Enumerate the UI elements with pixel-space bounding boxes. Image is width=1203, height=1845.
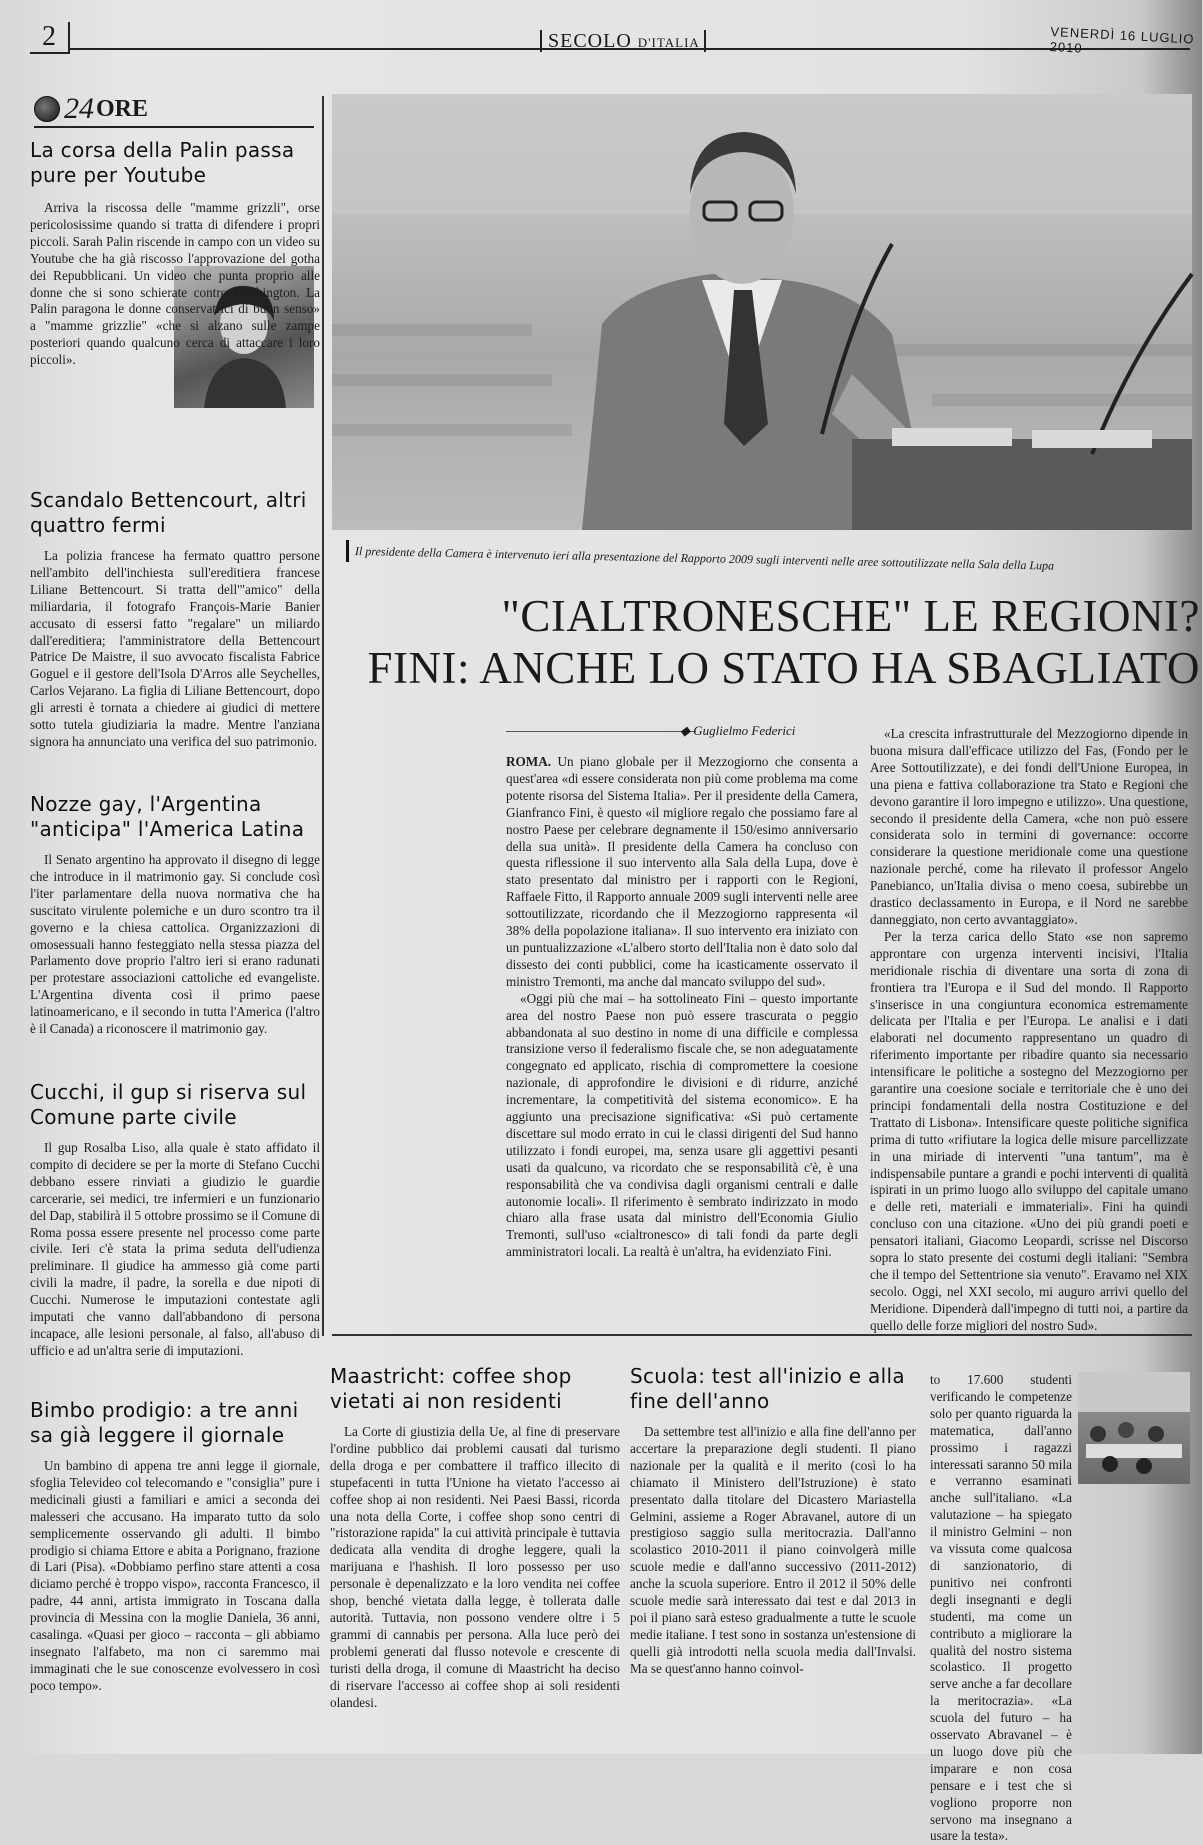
column-rule: [322, 96, 324, 1336]
masthead-small: D'ITALIA: [637, 35, 700, 50]
article-headline: Bimbo prodigio: a tre anni sa già leggere il giornale: [30, 1398, 299, 1447]
logo-number: 24: [64, 92, 94, 125]
globe-icon: [34, 96, 60, 122]
article-body-continued: [930, 1372, 1072, 1844]
article-headline: Cucchi, il gup si riserva sul Comune parte civile: [30, 1080, 307, 1129]
article-text: to 17.600 studenti verificando le competenze solo per quanto riguarda la matematica, dall'anno prossimo i ragazzi interessati saranno 50 mila e verranno esaminati anche sull'italiano. «La valutazione – ha spiegato il ministro Gelmini – non va vissuta come qualcosa di sanzionatorio, di punitivo nei confronti degli insegnanti e degli studenti, ma come un contributo a migliorare la qualità del nostro sistema scolastico. Il progetto serve anche a far decollare la meritocrazia». «La scuola del futuro – ha osservato Abravanel – è un luogo dove più che imparare e non cosa pensare e i test che si vogliono proporre non servono ma insegnano a usare la testa».: [930, 1372, 1072, 1844]
main-headline: [330, 590, 1200, 694]
speaker-illustration: [332, 94, 1192, 530]
classroom-illustration: [1078, 1372, 1190, 1484]
article-headline: Maastricht: coffee shop vietati ai non residenti: [330, 1364, 572, 1413]
main-photo: [332, 94, 1192, 530]
article-body: [30, 200, 320, 465]
article-headline: Scuola: test all'inizio e alla fine dell'anno: [630, 1364, 905, 1413]
page-number: 2: [30, 22, 70, 54]
logo-rule: [34, 126, 314, 128]
article-text: Un piano globale per il Mezzogiorno che consenta a quest'area «di essere considerata non più come problema ma come potente risorsa del Sistema Italia». Per il presidente della Camera, Gianfranco Fini, è questo «il migliore regalo che possiamo fare al nostro Paese per celebrare degnamente il 150/esimo anniversario della sua unità». Il presidente della Camera ha concluso con questa riflessione il suo intervento alla Sala della Lupa, dove è stato presentato dal ministro per i rapporti con le Regioni, Raffaele Fitto, il Rapporto annuale 2009 sugli interventi nelle aree sottoutilizzate, ricordando che il Mezzogiorno rappresenta «il 38% della popolazione italiana». Il suo intervento era iniziato con un puntualizzazione «L'albero storto dell'Italia non è dato solo dal dissesto dei conti pubblici, come ha icasticamente osservato il ministro Tremonti, ma anche dal mancato sviluppo del sud».: [506, 754, 858, 989]
article-body: [630, 1424, 916, 1729]
caption-bar: [346, 540, 349, 562]
article-paragraph: «La crescita infrastrutturale del Mezzogiorno dipende in buona misura dall'efficace utilizzo del Fas, (Fondo per le Aree Sottoutilizzate), e dei fondi dell'Unione Europea, in una piena e fattiva collaborazione tra Stato e Regioni che devono garantire il loro impegno e utilizzo». Una questione, secondo il presidente della Camera, «che non può essere considerata solo in termini di governance: occorre considerare la questione meridionale come una questione nazionale perché, come ha rilevato il professor Angelo Panebianco, un'Italia divisa o meno coesa, subirebbe un drastico declassamento in Europa, e il Nord ne sarebbe danneggiato, non certo avvantaggiato».: [870, 726, 1188, 927]
article-headline: Scandalo Bettencourt, altri quattro fermi: [30, 488, 307, 537]
section-logo: [34, 92, 194, 126]
article-body: [30, 1458, 320, 1728]
classroom-photo: [1078, 1372, 1190, 1484]
article-body: [30, 1140, 320, 1378]
article-body: [330, 1424, 620, 1729]
issue-date: VENERDÌ 16 LUGLIO 2010: [1049, 24, 1195, 56]
article-text: Un bambino di appena tre anni legge il giornale, sfoglia Televideo col telecomando e "consiglia" pure i medicinali giusti a familiari e amici a seconda dei malesseri che accusano. Ha imparato tutto da solo semplicemente osservando gli adulti. Il bimbo prodigio si chiama Ettore e abita a Porignano, frazione di Lari (Pisa). «Dobbiamo perfino stare attenti a cosa diciamo perché è troppo vispo», racconta Francesco, il padre, 44 anni, artista immigrato in Toscana dalla provincia di Messina con la moglie Daniela, 36 anni, casalinga. «Quasi per gioco – racconta – gli abbiamo insegnato l'alfabeto, ma non ci saremmo mai immaginati che le sue conoscenze evolvessero in così poco tempo».: [30, 1458, 320, 1693]
article-text: Il gup Rosalba Liso, alla quale è stato affidato il compito di decidere se per la morte di Stefano Cucchi debbano essere rinviati a giudizio le guardie carcerarie, sei medici, tre infermieri e un funzionario del Dap, stabilirà il 5 ottobre prossimo se il Comune di Roma possa essere presente nel processo come parte civile. Ieri c'è stata la prima seduta dell'udienza preliminare. Il giudice ha ammesso già come parti civili la madre, il padre, la sorella e due nipoti di Cucchi. Numerose le imputazioni contestate agli imputati che vanno dall'abbandono di persona incapace, alle lesioni personale, al falso, all'abuso di ufficio e ad un'altra serie di imputazioni.: [30, 1140, 320, 1358]
article-body: [30, 852, 320, 1062]
masthead: [540, 30, 706, 53]
article-paragraph: Per la terza carica dello Stato «se non sapremo approntare con urgenza interventi incisivi, l'Italia meridionale rischia di diventare una sorta di zona di frontiera tra l'Europa e il Sud del mondo. Il Rapporto s'inserisce in una congiuntura economica estremamente delicata per l'Italia e per l'Europa. Le analisi e i dati elaborati nel documento rappresentano un quadro di riferimento importante per ribadire quanto sia necessario intensificare le politiche a sostegno del Mezzogiorno per garantire una coesione sociale e territoriale che è uno dei principi fondamentali della nostra Costituzione e del Trattato di Lisbona». Intensificare queste politiche significa prima di tutto «rifiutare la logica delle misure parcellizzate in una miriade di interventi "una tantum", ma è indispensabile puntare a grandi e pochi interventi di qualità ispirati in un primo luogo allo sviluppo del capitale umano e delle reti, materiali e immateriali». Fini ha quindi concluso con una citazione. «Uno dei più grandi poeti e pensatori italiani, Giacomo Leopardi, scrisse nel Discorso sopra lo stato presente dei costumi degli italiani: "Sembra che il tempo del Settentrione sia venuto". Eravamo nel XIX secolo. Oggi, nel XXI secolo, mi auguro arrivi quello del Meridione. Dipenderà dall'impegno di tutti noi, a partire da quello delle forze migliori del nostro Sud».: [870, 928, 1188, 1333]
article-text: Da settembre test all'inizio e alla fine dell'anno per accertare la preparazione degli studenti. Il piano nazionale per la qualità e il merito (così lo ha chiamato il Ministero dell'Istruzione) è stato presentato dalla titolare del Dicastero Mariastella Gelmini, assieme a Roger Abravanel, autore di un prestigioso saggio sulla meritocrazia. Dall'anno scolastico 2010-2011 il piano coinvolgerà mille scuole medie e dall'anno successivo (2011-2012) anche la scuola superiore. Entro il 2012 il 50% delle scuole medie sarà interessato dai test e dal 2013 in poi il piano sarà esteso gradualmente a tutte le scuole medie italiane. I test sono in sostanza un'estensione di quelli già introdotti nella scuola media dall'Invalsi. Ma se quest'anno hanno coinvol-: [630, 1424, 916, 1676]
article-headline: La corsa della Palin passa pure per Youtube: [30, 138, 295, 187]
headline-line-2: FINI: ANCHE LO STATO HA SBAGLIATO: [367, 643, 1200, 693]
article-headline: Nozze gay, l'Argentina "anticipa" l'America Latina: [30, 792, 305, 841]
article-text: La Corte di giustizia della Ue, al fine di preservare l'ordine pubblico dai problemi causati dal turismo della droga e per combattere il traffico illecito di stupefacenti in tutta l'Unione ha vietato l'accesso ai coffee shop ai non residenti. Nei Paesi Bassi, ricorda una nota della Corte, i coffee shop sono centri di "ristorazione rapida" la cui attività principale è tuttavia dedicata alla vendita di droghe leggere, quali la marijuana e l'hashish. Il loro possesso per uso personale è depenalizzato e la loro vendita nei coffee shop, benché vietata dalla legge, è tollerata dalle autorità. Tuttavia, non possono vendere oltre i 5 grammi di cannabis per persona. Alla luce però dei problemi generati dal flusso notevole e crescente di turisti della droga, il comune di Maastricht ha deciso di riservare l'accesso ai coffee shop ai soli residenti olandesi.: [330, 1424, 620, 1710]
article-text: Il Senato argentino ha approvato il disegno di legge che introduce in il matrimonio gay. Si conclude così l'iter parlamentare della nuova normativa che ha suscitato virulente polemiche e un duro scontro tra il governo e la chiesa cattolica. Organizzazioni di omosessuali hanno festeggiato nella stessa piazza del Parlamento dove proprio l'altro ieri si erano radunati per protestare associazioni cattoliche ed evangeliste. L'Argentina diventa così il primo paese latinoamericano, e il secondo in tutta l'America (l'altro è il Canada) a riconoscere il matrimonio gay.: [30, 852, 320, 1037]
byline: ◆ Guglielmo Federici: [680, 723, 796, 738]
masthead-main: SECOLO: [540, 30, 632, 52]
article-paragraph: «Oggi più che mai – ha sottolineato Fini – questo importante area del nostro Paese non può essere trascurata o peggio abbandonata al suo destino in nome di una difficile e complessa transizione verso il federalismo fiscale che, se non adeguatamente congegnato ed applicato, rischia di compromettere la coesione nazionale, di approfondire le divisioni e di ridurre, anziché incrementare, la competitività del sistema economico». E ha aggiunto una precisazione significativa: «Si può certamente discettare sul modo errato in cui le classi dirigenti del Sud hanno utilizzato i fondi europei, ma, senza usare gli aggettivi pesanti usati da qualcuno, va ricordato che se responsabilità c'è, è una responsabilità che va condivisa dagli organismi centrali e dalle autonomie locali». Il riferimento è sembrato indirizzato in modo chiaro alla frase usata dal ministro dell'Economia Giulio Tremonti, sull'uso «cialtronesco» di tali fondi da parte degli amministratori locali. La realtà è un'altra, ha evidenziato Fini.: [506, 990, 858, 1260]
logo-text: ORE: [96, 95, 149, 122]
article-paragraph: [506, 754, 858, 991]
dateline: ROMA.: [506, 754, 552, 769]
article-text: Arriva la riscossa delle "mamme grizzli", orse pericolosissime quando si tratta di difendere i propri piccoli. Sarah Palin riscende in campo con un video su Youtube che ha già riscosso l'approvazione del gotha dei Repubblicani. Un video che punta proprio alle donne che si sono schierate contro Washington. La Palin paragona le donne conservatrici di buon senso» a "mamme grizzlie" «che si alzano sulle zampe posteriori quando qualcuno cerca di attaccare i loro piccoli».: [30, 200, 320, 368]
headline-line-1: "CIALTRONESCHE" LE REGIONI?: [501, 591, 1200, 641]
article-body: [30, 548, 320, 772]
byline-rule: [506, 731, 696, 732]
photo-caption: Il presidente della Camera è intervenuto ieri alla presentazione del Rapporto 2009 sugli interventi nelle aree sottoutilizzate nella Sala della Lupa: [354, 544, 1055, 573]
byline-author: Guglielmo Federici: [693, 723, 796, 738]
main-article-col1: [506, 754, 858, 1314]
article-text: La polizia francese ha fermato quattro persone nell'ambito dell'inchiesta sull'ereditiera francese Liliane Bettencourt. Si tratta dell'"amico" della miliardaria, il fotografo François-Marie Banier accusato di essersi fatto "regalare" un miliardo dall'ereditiera; l'amministratore della Bettencourt Patrice De Maistre, il suo avvocato fiscalista Fabrice Goguel e il gestore dell'Isola D'Arros alle Seychelles, Carlos Vejarano. La figlia di Liliane Bettencourt, dopo gli arresti è tornata a chiedere ai giudici di mettere sotto tutela giudiziaria la madre. Mentre l'anziana signora ha annunciato una verifica del suo patrimonio.: [30, 548, 320, 749]
section-rule: [332, 1334, 1192, 1336]
main-article-col2: [870, 726, 1188, 1333]
